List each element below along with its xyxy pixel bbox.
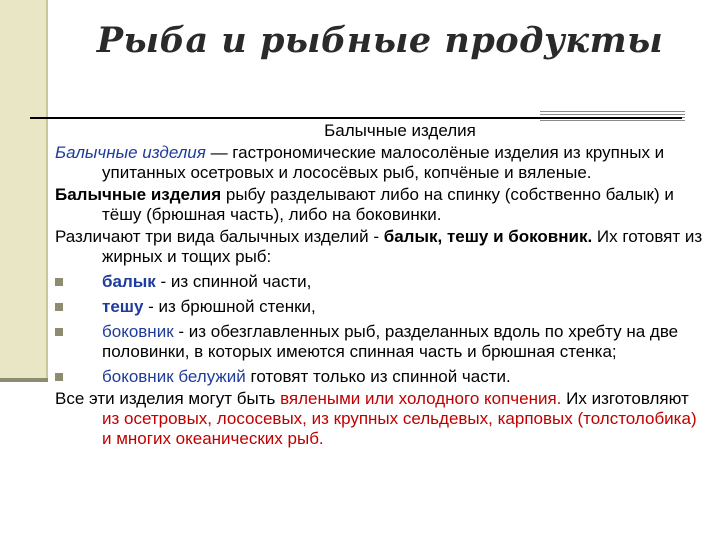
bullet-term: балык (102, 272, 156, 291)
bullet-text: - из спинной части, (155, 272, 312, 291)
paragraph-text: Все эти изделия могут быть (55, 389, 281, 408)
bullet-text: - из обезглавленных рыб, разделанных вдоль по хребту на две половинки, в которых имеются спинная часть и брюшная стенка; (102, 322, 679, 361)
bullet-text: готовят только из спинной части. (245, 367, 511, 386)
paragraph-text: — гастрономические малосолёные изделия из крупных и упитанных осетровых и лососёвых рыб, копчёные и вяленые. (102, 143, 665, 182)
term-bold: Балычные изделия (55, 185, 222, 204)
paragraph-types (55, 227, 705, 267)
paragraph-text: Их готовят из жирных и тощих рыб: (102, 227, 703, 266)
list-item (55, 322, 705, 362)
highlight-red: вялеными или холодного копчения. (280, 389, 562, 408)
paragraph-text: рыбу разделывают либо на спинку (собственно балык) и тёшу (брюшная часть), либо на боковинки. (102, 185, 674, 224)
bullet-term: боковник (102, 322, 174, 341)
list-item (55, 367, 705, 387)
bullet-marker (55, 278, 63, 286)
paragraph-text: Различают три вида балычных изделий - (55, 227, 384, 246)
slide-title: Рыба и рыбные продукты (96, 20, 664, 61)
list-item (55, 297, 705, 317)
paragraph-text: Их изготовляют (561, 389, 689, 408)
types-bold: балык, тешу и боковник. (383, 227, 593, 246)
bullet-term: боковник белужий (102, 367, 246, 386)
section-subtitle: Балычные изделия (324, 121, 476, 140)
title-rule (30, 117, 682, 119)
bullet-term: тешу (102, 297, 144, 316)
left-band-bottom-line (0, 378, 48, 382)
bullet-text: - из брюшной стенки, (143, 297, 316, 316)
bullet-marker (55, 328, 63, 336)
term-highlight: Балычные изделия (55, 143, 206, 162)
slide-body (55, 121, 705, 449)
highlight-red: из осетровых, лососевых, из крупных сельдевых, карповых (толстолобика) и многих океанических рыб. (102, 409, 697, 448)
bullet-marker (55, 303, 63, 311)
bullet-marker (55, 373, 63, 381)
paragraph-definition (55, 143, 705, 183)
paragraph-cutting (55, 185, 705, 225)
paragraph-production (55, 389, 705, 449)
list-item (55, 272, 705, 292)
